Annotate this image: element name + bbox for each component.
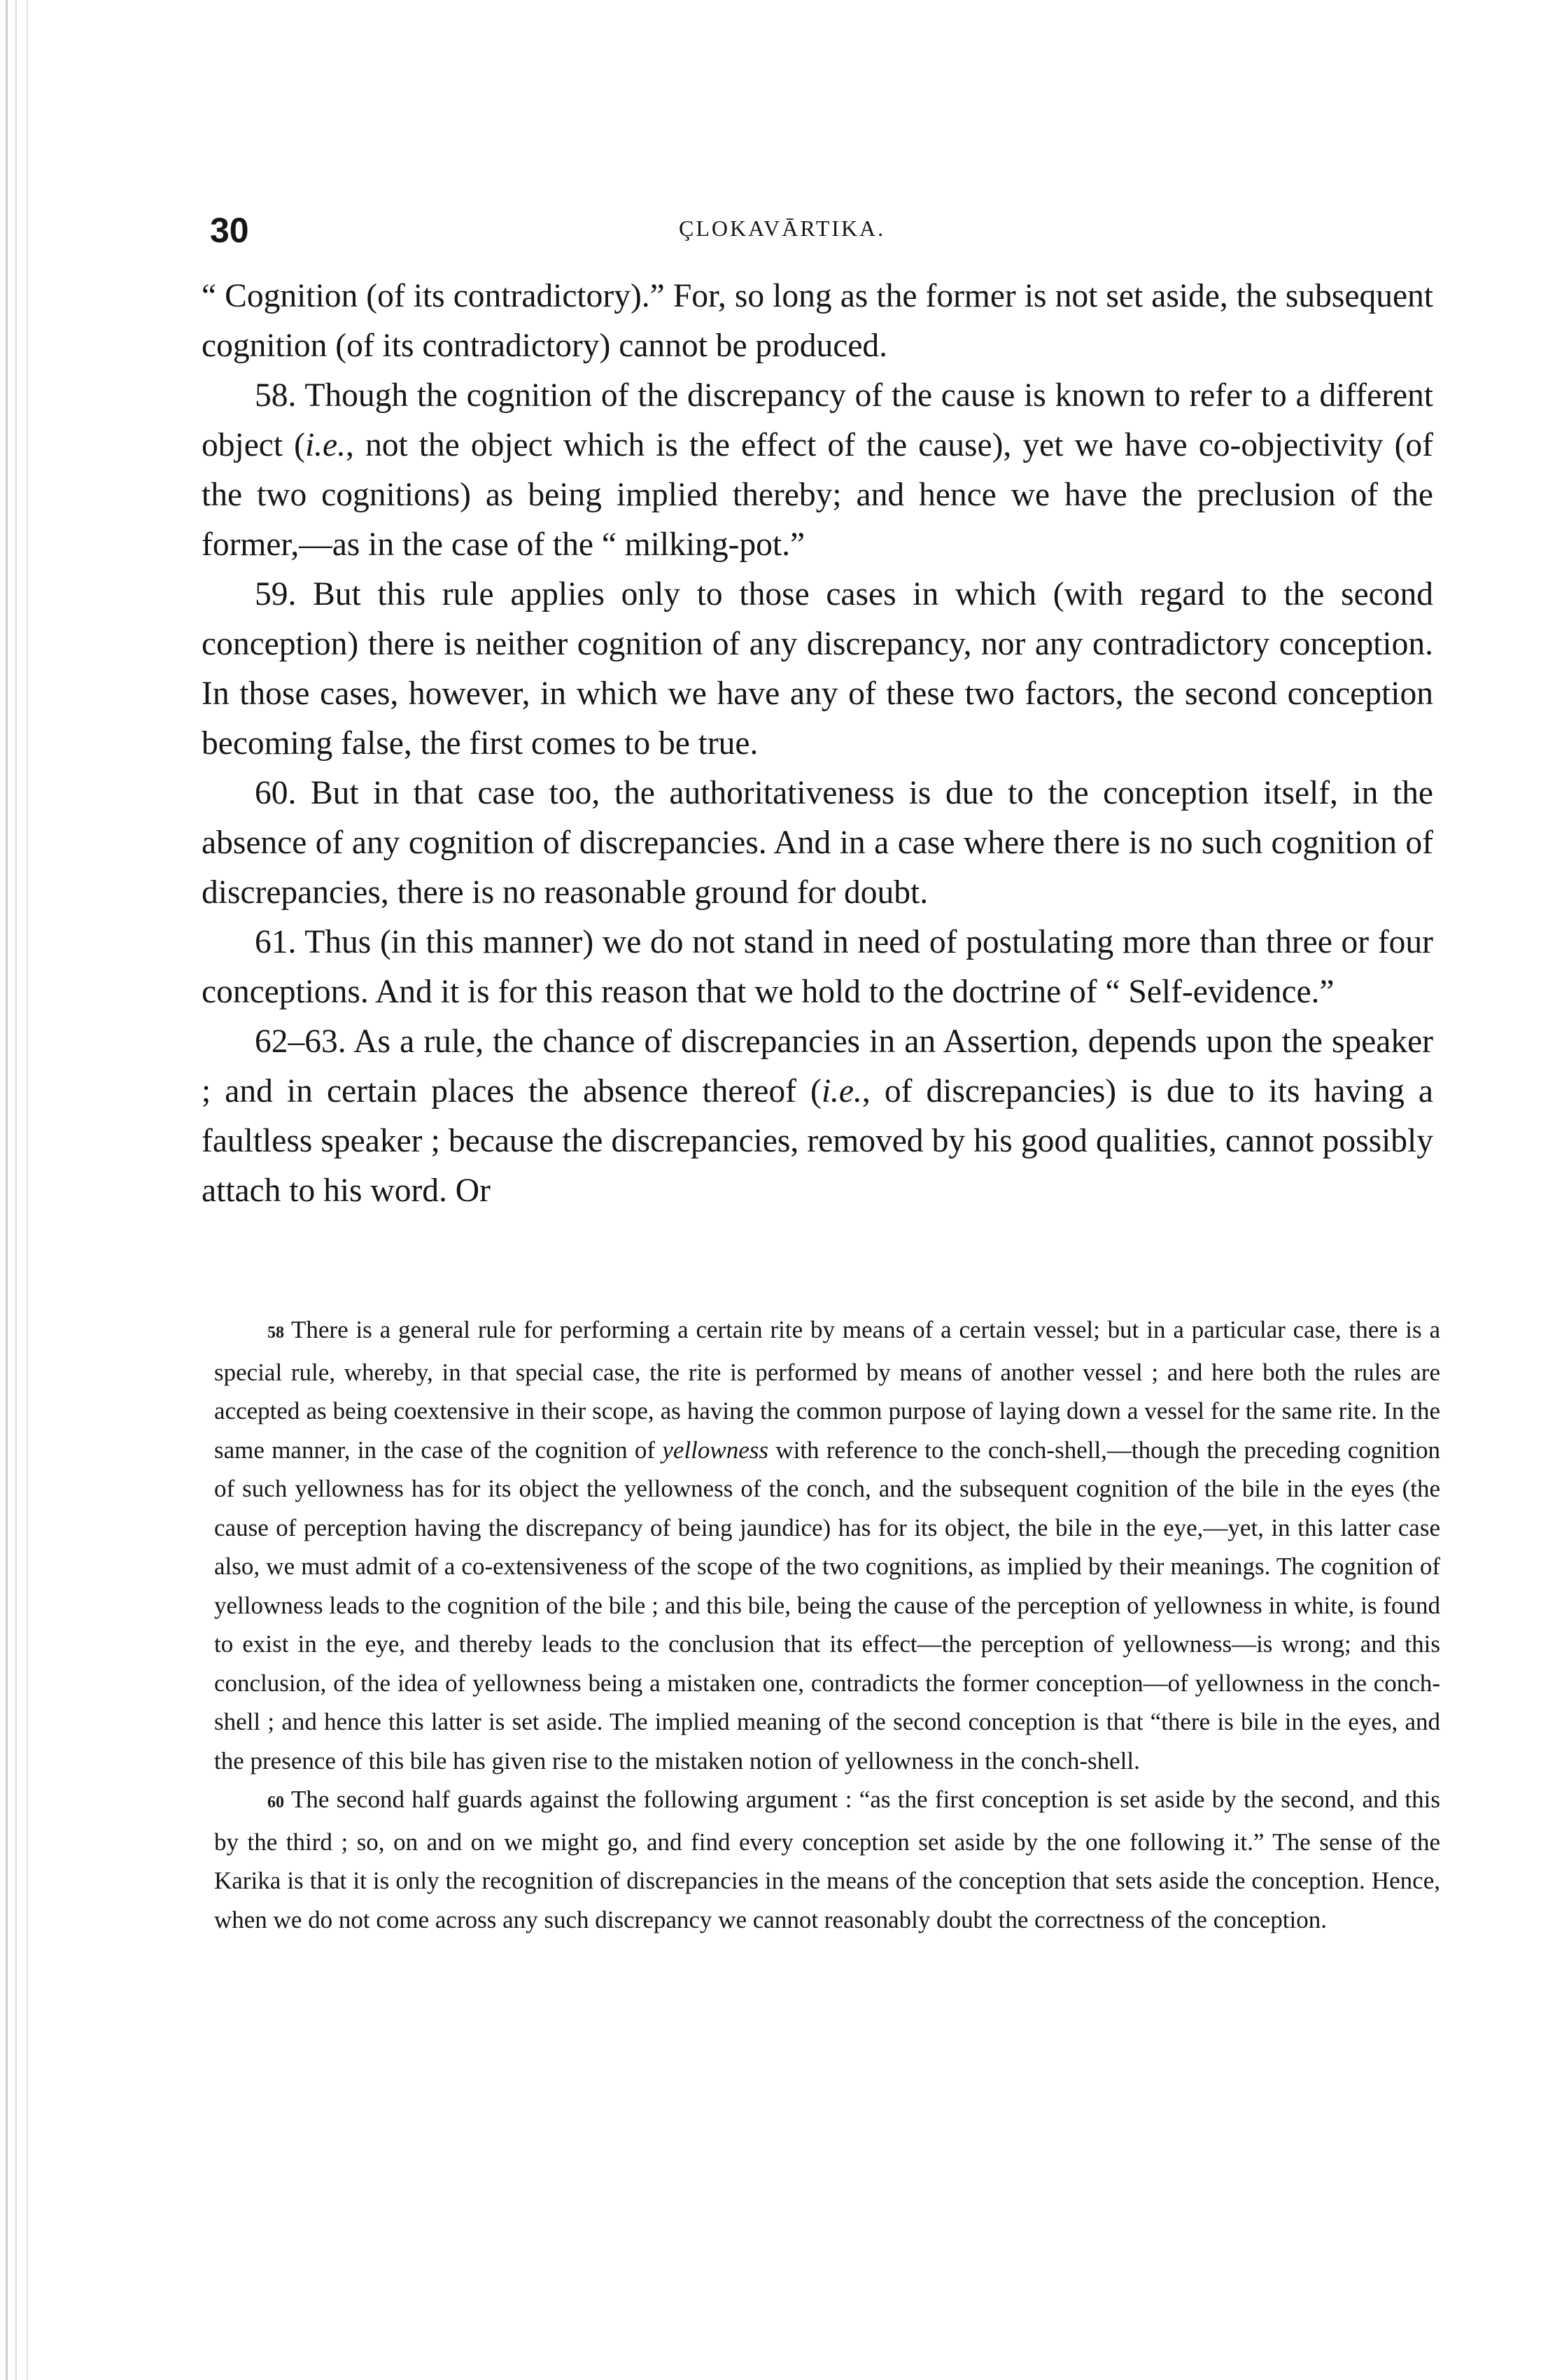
binding-edge bbox=[6, 0, 8, 2380]
verse-number: 62–63. bbox=[255, 1023, 346, 1060]
footnote-text: There is a general rule for performing a certain rite by means of a certain vessel; but in a particular case, there is a special rule, whereby, in that special case, the rite is performed by means of another vessel ; and here both the rules are accepted as being coextensive in their scope, as having the common purpose of laying down a vessel for the same rite. In the same manner, in the case of the cognition of bbox=[214, 1316, 1440, 1464]
verse-text: Thus (in this manner) we do not stand in need of postulating more than three or four conceptions. And it is for this reason that we hold to the doctrine of “ Self-evidence.” bbox=[202, 924, 1433, 1010]
footnote-text: The second half guards against the following argument : “as the first conception is set aside by the second, and this by the third ; so, on and on we might go, and find every conception set aside by the one following it.” The sense of the Karika is that it is only the recognition of discrepancies in the means of the conception that sets aside the conception. Hence, when we do not come across any such discrepancy we cannot reasonably doubt the correctness of the conception. bbox=[214, 1786, 1440, 1933]
verse-text: , not the object which is the effect of the cause), yet we have co-objectivity (of the two cognitions) as being implied thereby; and hence we have the preclusion of the former,—as in the case of the “ milking-pot.” bbox=[202, 427, 1433, 563]
verse-text: Though the cognition of the discrepancy of the cause is known to refer to a different object ( bbox=[202, 377, 1433, 463]
verse-number: 58. bbox=[255, 377, 297, 414]
verse-text: But in that case too, the authoritativeness is due to the conception itself, in the absence of any cognition of discrepancies. And in a case where there is no such cognition of discrepancies, there is no reasonable ground for doubt. bbox=[202, 775, 1433, 911]
verse-text: As a rule, the chance of discrepancies in an Assertion, depends upon the speaker ; and in certain places the absence thereof ( bbox=[202, 1023, 1433, 1110]
binding-edge bbox=[27, 0, 28, 2380]
verse-text: , of discrepancies) is due to its having a faultless speaker ; because the discrepancies, removed by his good qualities, cannot possibly attach to his word. Or bbox=[202, 1073, 1433, 1209]
paragraph-text: “ Cognition (of its contradictory).” For, so long as the former is not set aside, the subsequent cognition (of its contradictory) cannot be produced. bbox=[202, 278, 1433, 364]
verse-59 bbox=[202, 570, 1433, 769]
paragraph-continued bbox=[202, 272, 1433, 371]
verse-number: 59. bbox=[255, 576, 297, 612]
verse-number: 60. bbox=[255, 775, 297, 811]
verse-58 bbox=[202, 371, 1433, 570]
running-title: ÇLOKAVĀRTIKA. bbox=[679, 216, 886, 241]
binding-edge bbox=[15, 0, 17, 2380]
verse-text: But this rule applies only to those cases in which (with regard to the second conception) there is neither cognition of any discrepancy, nor any contradictory conception. In those cases, however, in which we have any of these two factors, the second conception becoming false, the first comes to be true. bbox=[202, 576, 1433, 762]
page-header bbox=[210, 210, 1400, 259]
page-number: 30 bbox=[210, 211, 249, 250]
verse-italic: i.e. bbox=[821, 1073, 862, 1110]
verse-italic: i.e. bbox=[304, 427, 346, 463]
verse-61 bbox=[202, 918, 1433, 1017]
footnote-italic: yellowness bbox=[662, 1436, 769, 1464]
verse-60 bbox=[202, 769, 1433, 918]
footnote-number: 60 bbox=[267, 1793, 284, 1812]
footnote-60 bbox=[214, 1780, 1440, 1939]
main-text bbox=[202, 272, 1433, 1216]
footnotes bbox=[214, 1310, 1440, 1939]
footnote-number: 58 bbox=[267, 1324, 284, 1342]
footnote-58 bbox=[214, 1310, 1440, 1780]
footnote-text: with reference to the conch-shell,—though the preceding cognition of such yellowness has for its object the yellowness of the conch, and the subsequent cognition of the bile in the eyes (the cause of perception having the discrepancy of being jaundice) has for its object, the bile in the eye,—yet, in this latter case also, we must admit of a co-extensiveness of the scope of the two cognitions, as implied by their meanings. The cognition of yellowness leads to the cognition of the bile ; and this bile, being the cause of the perception of yellowness in white, is found to exist in the eye, and thereby leads to the conclusion that its effect—the perception of yellowness—is wrong; and this conclusion, of the idea of yellowness being a mistaken one, contradicts the former conception—of yellowness in the conch-shell ; and hence this latter is set aside. The implied meaning of the second conception is that “there is bile in the eyes, and the presence of this bile has given rise to the mistaken notion of yellowness in the conch-shell. bbox=[214, 1436, 1440, 1774]
verse-number: 61. bbox=[255, 924, 297, 960]
verse-62-63 bbox=[202, 1017, 1433, 1216]
